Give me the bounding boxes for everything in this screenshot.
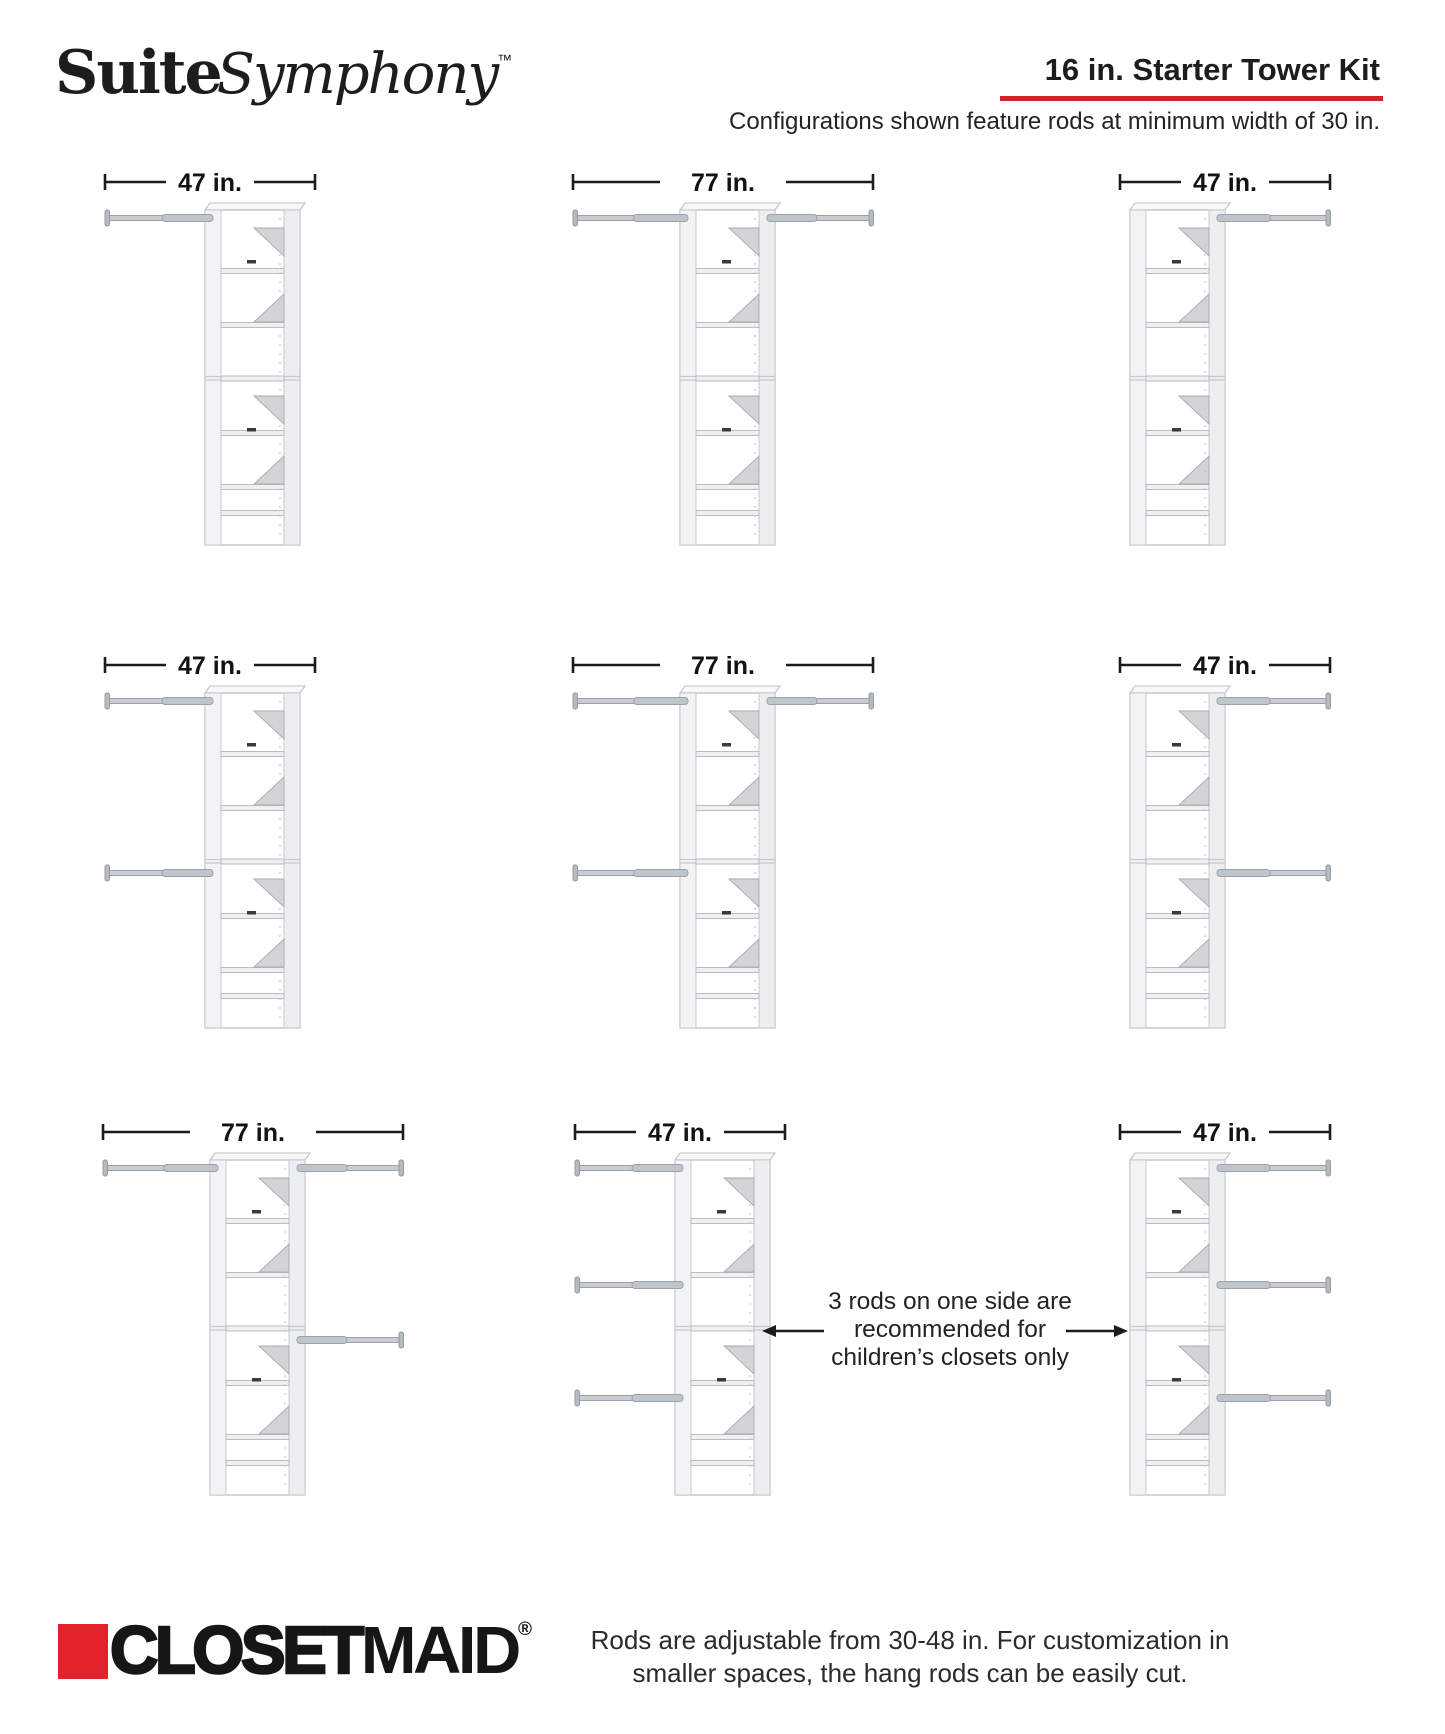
note-line-3: children’s closets only	[831, 1344, 1069, 1371]
rod-end-cap	[1326, 693, 1331, 709]
shelf	[221, 269, 284, 274]
shelf	[221, 806, 284, 811]
shelf	[1146, 806, 1209, 811]
rod-end-cap	[105, 865, 110, 881]
rod-end-cap	[1326, 865, 1331, 881]
cam-fitting	[1172, 428, 1181, 432]
shelf	[1146, 1435, 1209, 1440]
cam-fitting	[722, 911, 731, 915]
cam-fitting	[252, 1210, 261, 1214]
configuration-diagram	[1000, 643, 1440, 1055]
shelf	[226, 1435, 289, 1440]
closet-configuration	[60, 160, 500, 572]
hang-rod	[297, 1160, 404, 1176]
cam-fitting	[247, 428, 256, 432]
hang-rod	[1217, 1160, 1331, 1176]
rod-end-cap	[399, 1160, 404, 1176]
hang-rod	[103, 1160, 218, 1176]
shelf	[226, 1273, 289, 1278]
shelf	[1146, 1461, 1209, 1466]
rod-end-cap	[869, 210, 874, 226]
cam-fitting	[717, 1378, 726, 1382]
footer-note-line-2: smaller spaces, the hang rods can be easily cut.	[632, 1658, 1188, 1688]
cam-fitting	[717, 1210, 726, 1214]
cam-fitting	[1172, 1210, 1181, 1214]
shelf	[691, 1273, 754, 1278]
shelf	[1146, 859, 1209, 864]
note-line-1: 3 rods on one side are	[828, 1288, 1072, 1315]
tower	[680, 203, 780, 545]
logo-closet: CLOSET	[110, 1613, 361, 1688]
cam-fitting	[247, 911, 256, 915]
shelf	[1146, 1219, 1209, 1224]
hang-rod	[573, 210, 688, 226]
shelf	[1146, 752, 1209, 757]
right-arrow-icon	[1064, 1322, 1130, 1340]
shelf	[221, 511, 284, 516]
shelf	[696, 511, 759, 516]
rod-end-cap	[575, 1277, 580, 1293]
hang-rod	[573, 865, 688, 881]
note-line-2: recommended for	[853, 1316, 1046, 1343]
tower	[680, 686, 780, 1028]
cam-fitting	[722, 428, 731, 432]
rod-end-cap	[105, 210, 110, 226]
dimension-label: 77 in.	[691, 169, 755, 197]
shelf	[221, 994, 284, 999]
shelf	[696, 806, 759, 811]
rod-end-cap	[1326, 1160, 1331, 1176]
rod-end-cap	[105, 693, 110, 709]
hang-rod	[1217, 1277, 1331, 1293]
rod-end-cap	[869, 693, 874, 709]
shelf	[1146, 485, 1209, 490]
dimension-label: 47 in.	[178, 652, 242, 680]
rod-end-cap	[573, 865, 578, 881]
configuration-diagram	[60, 643, 500, 1055]
tower	[210, 1153, 310, 1495]
hang-rod	[105, 865, 213, 881]
hang-rod	[105, 210, 213, 226]
hang-rod	[105, 693, 213, 709]
left-arrow-icon	[760, 1322, 826, 1340]
dimension-label: 47 in.	[1193, 652, 1257, 680]
hang-rod	[767, 693, 874, 709]
hang-rod	[575, 1390, 683, 1406]
configuration-diagram	[530, 643, 970, 1055]
shelf	[691, 1435, 754, 1440]
rod-end-cap	[575, 1390, 580, 1406]
rod-end-cap	[399, 1332, 404, 1348]
cam-fitting	[722, 743, 731, 747]
closet-configuration	[530, 643, 970, 1055]
shelf	[696, 376, 759, 381]
shelf	[1146, 323, 1209, 328]
shelf	[221, 968, 284, 973]
cam-fitting	[722, 260, 731, 264]
dimension-label: 47 in.	[1193, 1119, 1257, 1147]
dimension-label: 77 in.	[221, 1119, 285, 1147]
shelf	[696, 269, 759, 274]
rod-end-cap	[573, 210, 578, 226]
shelf	[221, 485, 284, 490]
tower	[1130, 1153, 1230, 1495]
suite-symphony-logo	[55, 38, 512, 108]
page-title: 16 in. Starter Tower Kit	[1044, 52, 1380, 87]
closetmaid-red-square	[58, 1624, 108, 1679]
dimension-label: 77 in.	[691, 652, 755, 680]
rod-end-cap	[1326, 1390, 1331, 1406]
shelf	[226, 1461, 289, 1466]
dimension-label: 47 in.	[648, 1119, 712, 1147]
tower	[1130, 203, 1230, 545]
dimension-label: 47 in.	[1193, 169, 1257, 197]
shelf	[691, 1461, 754, 1466]
closet-configuration	[1000, 643, 1440, 1055]
hang-rod	[575, 1160, 683, 1176]
shelf	[696, 994, 759, 999]
dimension-label: 47 in.	[178, 169, 242, 197]
closet-configuration	[1000, 160, 1440, 572]
registered-symbol: ®	[517, 1619, 532, 1640]
shelf	[1146, 376, 1209, 381]
hang-rod	[573, 693, 688, 709]
shelf	[696, 968, 759, 973]
tower	[205, 203, 305, 545]
shelf	[226, 1326, 289, 1331]
rod-end-cap	[575, 1160, 580, 1176]
shelf	[691, 1219, 754, 1224]
shelf	[1146, 994, 1209, 999]
rod-end-cap	[1326, 1277, 1331, 1293]
shelf	[221, 859, 284, 864]
trademark-symbol: ™	[497, 52, 513, 69]
footer-note	[540, 1624, 1280, 1690]
footer-note-line-1: Rods are adjustable from 30-48 in. For customization in	[590, 1625, 1230, 1655]
title-underline	[1000, 96, 1383, 101]
hang-rod	[297, 1332, 404, 1348]
hang-rod	[1217, 210, 1331, 226]
logo-symphony: Symphony	[216, 42, 498, 107]
hang-rod	[767, 210, 874, 226]
cam-fitting	[1172, 743, 1181, 747]
shelf	[691, 1326, 754, 1331]
hang-rod	[575, 1277, 683, 1293]
page-subtitle: Configurations shown feature rods at minimum width of 30 in.	[729, 108, 1380, 135]
shelf	[696, 859, 759, 864]
shelf	[221, 752, 284, 757]
logo-suite: Suite	[55, 38, 221, 108]
cam-fitting	[252, 1378, 261, 1382]
shelf	[1146, 511, 1209, 516]
tower	[205, 686, 305, 1028]
tower	[1130, 686, 1230, 1028]
cam-fitting	[247, 260, 256, 264]
shelf	[221, 376, 284, 381]
logo-maid: MAID	[360, 1613, 518, 1688]
configuration-diagram	[60, 160, 500, 572]
rod-end-cap	[573, 693, 578, 709]
rod-end-cap	[1326, 210, 1331, 226]
configuration-diagram	[530, 160, 970, 572]
closet-configuration	[60, 643, 500, 1055]
hang-rod	[1217, 865, 1331, 881]
rod-end-cap	[103, 1160, 108, 1176]
cam-fitting	[247, 743, 256, 747]
shelf	[1146, 1326, 1209, 1331]
cam-fitting	[1172, 911, 1181, 915]
shelf	[221, 323, 284, 328]
shelf	[696, 323, 759, 328]
shelf	[226, 1219, 289, 1224]
hang-rod	[1217, 693, 1331, 709]
cam-fitting	[1172, 260, 1181, 264]
shelf	[1146, 269, 1209, 274]
three-rod-note	[810, 1288, 1090, 1372]
configuration-diagram	[60, 1110, 500, 1522]
shelf	[1146, 968, 1209, 973]
shelf	[1146, 1273, 1209, 1278]
hang-rod	[1217, 1390, 1331, 1406]
closet-configuration	[60, 1110, 500, 1522]
cam-fitting	[1172, 1378, 1181, 1382]
closet-configuration	[530, 160, 970, 572]
shelf	[696, 485, 759, 490]
shelf	[696, 752, 759, 757]
configuration-diagram	[1000, 160, 1440, 572]
